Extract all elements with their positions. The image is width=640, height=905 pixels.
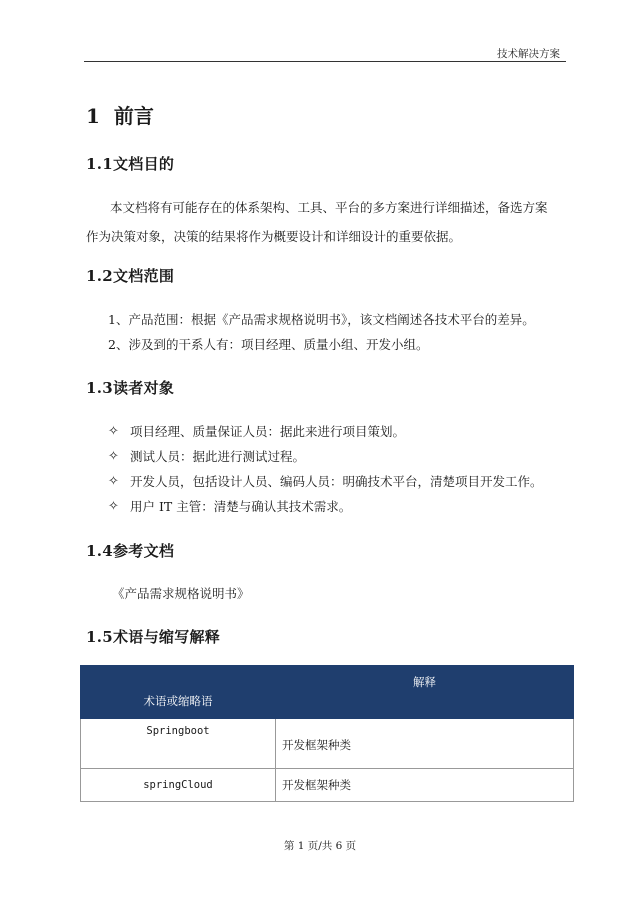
reader-item: [108, 422, 405, 440]
terms-col-header-term: 术语或缩略语: [81, 666, 276, 719]
section-heading-readers: 1.3读者对象: [86, 379, 175, 397]
reader-item-text: 用户 IT 主管：清楚与确认其技术需求。: [130, 499, 352, 514]
explanation-cell: 开发框架种类: [276, 769, 574, 802]
section-heading-terms: 1.5术语与缩写解释: [86, 628, 221, 646]
diamond-bullet-icon: ✧: [108, 423, 119, 439]
scope-item-2: 2、涉及到的干系人有：项目经理、质量小组、开发小组。: [108, 337, 429, 352]
diamond-bullet-icon: ✧: [108, 498, 119, 514]
page-footer-number: 第 1 页/共 6 页: [283, 840, 357, 852]
section-heading-references: 1.4参考文档: [86, 542, 175, 560]
reader-item-text: 项目经理、质量保证人员：据此来进行项目策划。: [130, 424, 406, 439]
chapter-title: 前言: [113, 104, 154, 128]
scope-item-1: 1、产品范围：根据《产品需求规格说明书》，该文档阐述各技术平台的差异。: [108, 312, 535, 327]
purpose-paragraph: [86, 193, 566, 251]
purpose-line-1: 本文档将有可能存在的体系架构、工具、平台的多方案进行详细描述，备选方案: [110, 200, 548, 215]
reader-item: [108, 472, 543, 490]
diamond-bullet-icon: ✧: [108, 448, 119, 464]
reference-item: 《产品需求规格说明书》: [112, 586, 250, 601]
terms-table: [80, 665, 574, 802]
purpose-line-2: 作为决策对象，决策的结果将作为概要设计和详细设计的重要依据。: [86, 229, 462, 244]
table-row: [81, 719, 574, 769]
terms-table-header-row: [81, 666, 574, 719]
chapter-heading: [86, 100, 154, 129]
explanation-cell: 开发框架种类: [276, 719, 574, 769]
section-heading-purpose: 1.1文档目的: [86, 155, 175, 173]
term-cell: springCloud: [81, 769, 276, 802]
table-row: [81, 769, 574, 802]
header-divider: [84, 61, 566, 62]
reader-item: [108, 447, 305, 465]
reader-item: [108, 497, 351, 515]
terms-col-header-explanation: 解释: [276, 666, 574, 719]
term-cell: Springboot: [81, 719, 276, 769]
section-heading-scope: 1.2文档范围: [86, 267, 175, 285]
diamond-bullet-icon: ✧: [108, 473, 119, 489]
page-header-title: 技术解决方案: [497, 48, 560, 60]
chapter-number: 1: [86, 104, 100, 128]
reader-item-text: 开发人员，包括设计人员、编码人员：明确技术平台，清楚项目开发工作。: [130, 474, 543, 489]
reader-item-text: 测试人员：据此进行测试过程。: [130, 449, 306, 464]
